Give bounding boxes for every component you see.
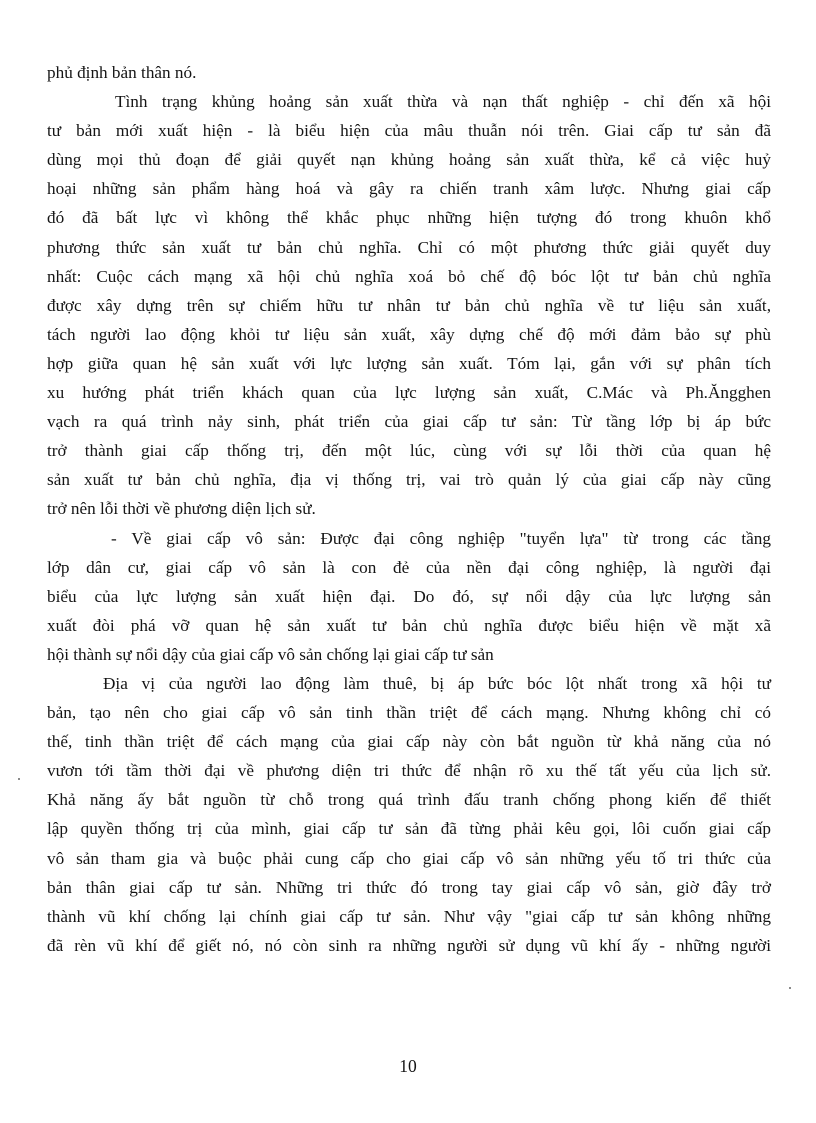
text-line: - Về giai cấp vô sản: Được đại công nghiệp "tuyển lựa" từ trong các tầng [111, 528, 771, 548]
text-line: thành vũ khí chống lại chính giai cấp tư sản. Như vậy "giai cấp tư sản không những [47, 906, 771, 926]
text-line: vạch ra quá trình nảy sinh, phát triển của giai cấp tư sản: Từ tầng lớp bị áp bức [47, 412, 771, 432]
text-line: vô sản tham gia và buộc phải cung cấp cho giai cấp vô sản những yếu tố tri thức của [47, 848, 771, 868]
text-line: sản xuất tư bản chủ nghĩa, địa vị thống trị, vai trò quản lý của giai cấp này cũng [47, 470, 771, 490]
text-line: xu hướng phát triển khách quan của lực lượng sản xuất, C.Mác và Ph.Ăngghen [47, 383, 771, 403]
text-line: lớp dân cư, giai cấp vô sản là con đẻ của nền đại công nghiệp, là người đại [47, 557, 771, 577]
text-line: tư bản mới xuất hiện - là biểu hiện của mâu thuẫn nói trên. Giai cấp tư sản đã [47, 121, 771, 141]
text-line: hoại những sản phẩm hàng hoá và gây ra chiến tranh xâm lược. Nhưng giai cấp [47, 179, 771, 199]
page-number: 10 [399, 1056, 417, 1076]
text-line: phương thức sản xuất tư bản chủ nghĩa. Chỉ có một phương thức giải quyết duy [47, 237, 771, 257]
text-line: đó đã bất lực vì không thể khắc phục những hiện tượng đó trong khuôn khổ [47, 208, 771, 228]
text-line: được xây dựng trên sự chiếm hữu tư nhân tư bản chủ nghĩa về tư liệu sản xuất, [47, 295, 771, 315]
text-line: phủ định bản thân nó. [47, 63, 197, 82]
text-line: trở nên lỗi thời về phương diện lịch sử. [47, 499, 316, 519]
text-line: Khả năng ấy bắt nguồn từ chỗ trong quá trình đấu tranh chống phong kiến để thiết [47, 790, 771, 810]
text-line: bản, tạo nên cho giai cấp vô sản tinh thần triệt để cách mạng. Nhưng không chỉ có [47, 703, 771, 723]
text-line: trở thành giai cấp thống trị, đến một lúc, cùng với sự lỗi thời của quan hệ [47, 441, 771, 461]
text-line: bản thân giai cấp tư sản. Những tri thức đó trong tay giai cấp vô sản, giờ đây trở [47, 877, 771, 897]
text-line: nhất: Cuộc cách mạng xã hội chủ nghĩa xoá bỏ chế độ bóc lột tư bản chủ nghĩa [47, 266, 771, 286]
text-line: biểu của lực lượng sản xuất hiện đại. Do đó, sự nổi dậy của lực lượng sản [47, 586, 771, 606]
text-line: đã rèn vũ khí để giết nó, nó còn sinh ra những người sử dụng vũ khí ấy - những người [47, 935, 771, 955]
text-line: tách người lao động khỏi tư liệu sản xuất, xây dựng chế độ mới đảm bảo sự phù [47, 324, 771, 344]
text-line: vươn tới tầm thời đại về phương diện tri thức để nhận rõ xu thế tất yếu của lịch sử. [47, 761, 771, 781]
text-line: Địa vị của người lao động làm thuê, bị áp bức bóc lột nhất trong xã hội tư [103, 673, 771, 693]
text-line: hợp giữa quan hệ sản xuất với lực lượng sản xuất. Tóm lại, gắn với sự phân tích [47, 353, 771, 373]
text-line: dùng mọi thủ đoạn để giải quyết nạn khủng hoảng sản xuất thừa, kể cả việc huỷ [47, 150, 771, 170]
scan-speck [789, 987, 791, 989]
text-line: lập quyền thống trị của mình, giai cấp tư sản đã từng phải kêu gọi, lôi cuốn giai cấp [47, 819, 771, 839]
scan-speck [18, 778, 20, 780]
text-line: Tình trạng khủng hoảng sản xuất thừa và nạn thất nghiệp - chỉ đến xã hội [115, 92, 771, 112]
body-text [47, 58, 771, 960]
text-line: thế, tinh thần triệt để cách mạng của giai cấp này còn bắt nguồn từ khả năng của nó [47, 732, 771, 752]
text-line: xuất đòi phá vỡ quan hệ sản xuất tư bản chủ nghĩa được biểu hiện về mặt xã [47, 615, 771, 635]
text-line: hội thành sự nổi dậy của giai cấp vô sản chống lại giai cấp tư sản [47, 644, 494, 664]
